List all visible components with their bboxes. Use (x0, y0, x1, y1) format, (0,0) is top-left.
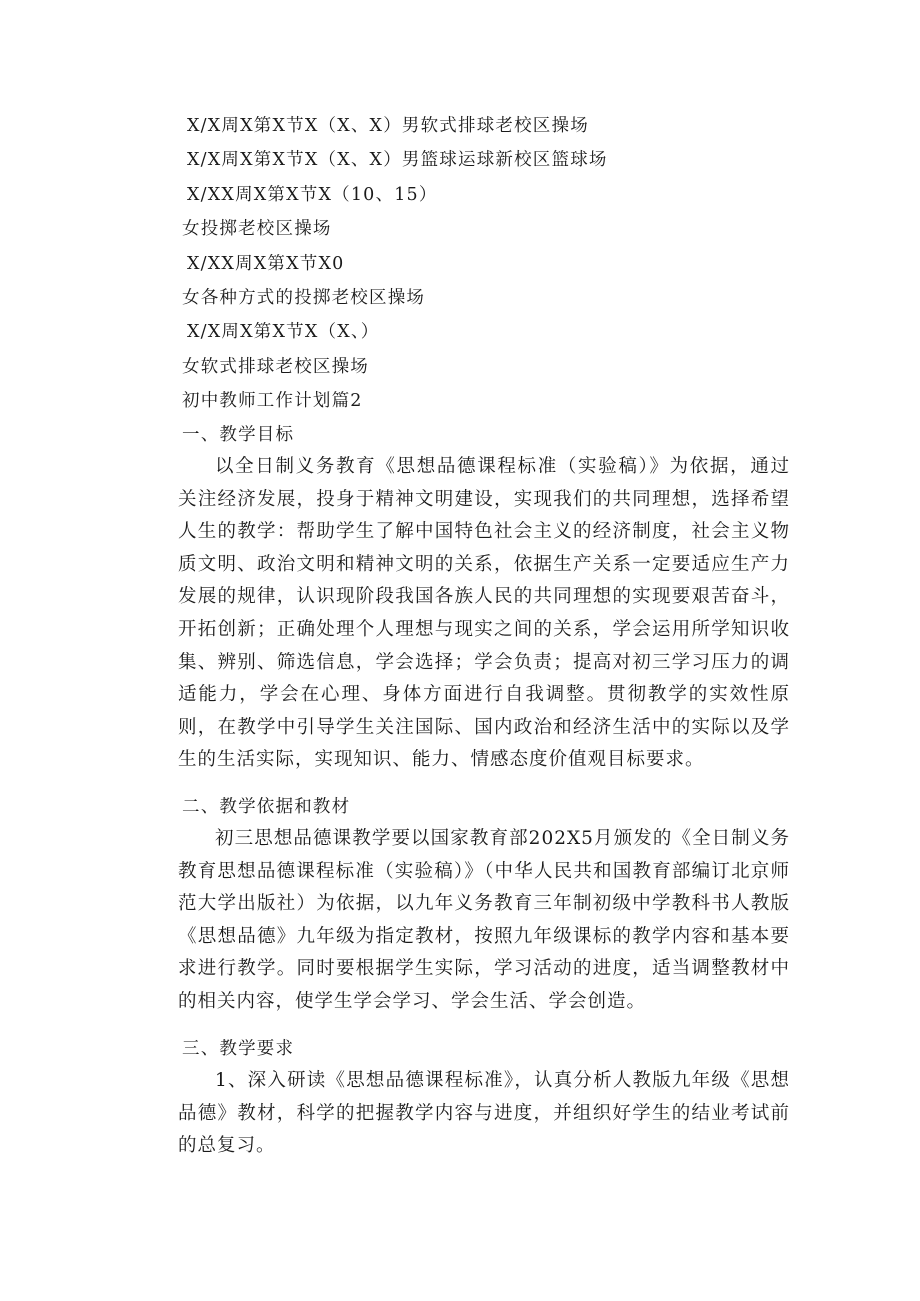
section-heading: 二、教学依据和教材 (182, 797, 351, 817)
schedule-line: X/XX周X第X节X（10、15） (187, 185, 438, 205)
article-title: 初中教师工作计划篇2 (182, 391, 363, 411)
schedule-line: 女投掷老校区操场 (182, 219, 332, 239)
section-heading: 一、教学目标 (182, 425, 295, 445)
schedule-line: X/X周X第X节X（X、） (187, 322, 380, 342)
body-paragraph: 以全日制义务教育《思想品德课程标准（实验稿）》为依据，通过关注经济发展，投身于精神文明建设，实现我们的共同理想，选择希望人生的教学：帮助学生了解中国特色社会主义的经济制度，社会主义物质文明、政治文明和精神文明的关系，依据生产关系一定要适应生产力发展的规律，认识现阶段我国各族人民的共同理想的实现要艰苦奋斗，开拓创新；正确处理个人理想与现实之间的关系，学会运用所学知识收集、辨别、筛选信息，学会选择；学会负责；提高对初三学习压力的调适能力，学会在心理、身体方面进行自我调整。贯彻教学的实效性原则，在教学中引导学生关注国际、国内政治和经济生活中的实际以及学生的生活实际，实现知识、能力、情感态度价值观目标要求。 (178, 456, 790, 771)
schedule-line: 女软式排球老校区操场 (182, 357, 369, 377)
body-paragraph: 1、深入研读《思想品德课程标准》，认真分析人教版九年级《思想品德》教材，科学的把握教学内容与进度，并组织好学生的结业考试前的总复习。 (178, 1070, 790, 1157)
schedule-line: 女各种方式的投掷老校区操场 (182, 288, 426, 308)
body-paragraph: 初三思想品德课教学要以国家教育部202X5月颁发的《全日制义务教育思想品德课程标准（实验稿）》（中华人民共和国教育部编订北京师范大学出版社）为依据，以九年义务教育三年制初级中学教科书人教版《思想品德》九年级为指定教材，按照九年级课标的教学内容和基本要求进行教学。同时要根据学生实际，学习活动的进度，适当调整教材中的相关内容，使学生学会学习、学会生活、学会创造。 (178, 828, 790, 1012)
section-heading: 三、教学要求 (182, 1039, 295, 1059)
schedule-line: X/X周X第X节X（X、X）男篮球运球新校区篮球场 (187, 150, 608, 170)
schedule-line: X/XX周X第X节X0 (187, 254, 345, 274)
schedule-line: X/X周X第X节X（X、X）男软式排球老校区操场 (187, 116, 589, 136)
